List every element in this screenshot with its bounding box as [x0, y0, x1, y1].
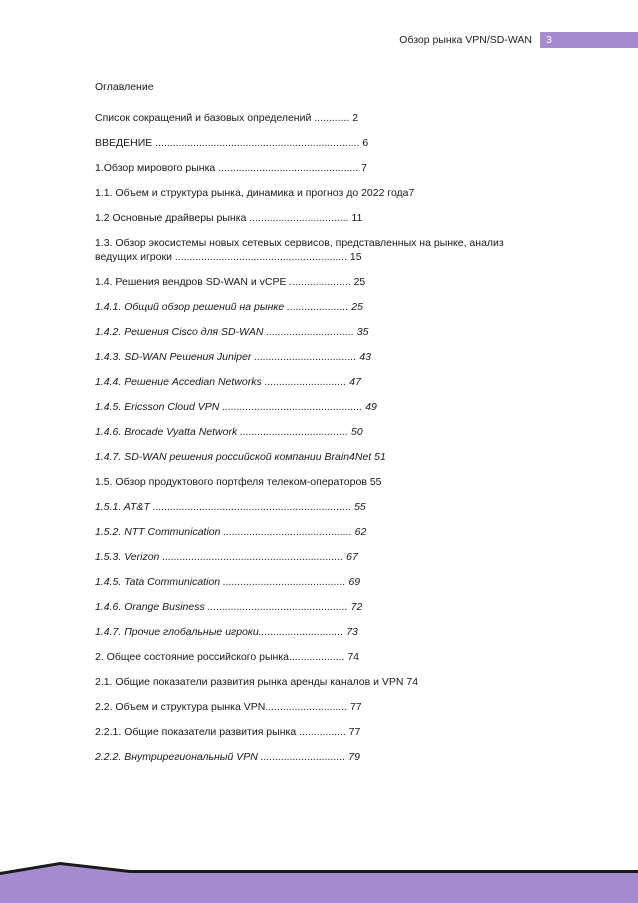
toc-entry-title: 1.4.5. Ericsson Cloud VPN — [95, 401, 220, 413]
toc-entry-title: 1.4.3. SD-WAN Решения Juniper — [95, 351, 252, 363]
toc-entry[interactable] — [95, 500, 535, 514]
toc-entry-title: 1.1. Объем и структура рынка, динамика и прогноз до 2022 года — [95, 187, 409, 199]
toc-entry-page: 7 — [408, 187, 415, 199]
toc-entry-leader: ................... — [288, 651, 348, 663]
toc-entry-title: 2.2.1. Общие показатели развития рынка — [95, 726, 297, 738]
document-title: Обзор рынка VPN/SD-WAN — [399, 34, 532, 46]
toc-entry-page: 62 — [354, 526, 367, 538]
toc-entry-leader: ................ — [296, 726, 349, 738]
toc-entry-leader: ............................ — [265, 701, 350, 713]
toc-entry-leader: .............................. — [263, 326, 357, 338]
toc-entry-page: 55 — [354, 501, 366, 513]
toc-entry-leader: ..................................... — [237, 426, 351, 438]
toc-entry-title: 1.4.7. Прочие глобальные игроки — [95, 626, 259, 638]
toc-entry-page: 2 — [352, 112, 359, 124]
toc-entry[interactable] — [95, 211, 535, 225]
toc-entry-page: 7 — [361, 162, 367, 174]
toc-entry-title: 1.4.6. Orange Business — [95, 601, 205, 613]
toc-entry[interactable] — [95, 275, 535, 289]
table-of-contents — [95, 80, 535, 775]
toc-entry-title: 1.4.5. Tata Communication — [95, 576, 221, 588]
toc-entry-title: 1.4. Решения вендров SD-WAN и vCPE — [95, 276, 287, 288]
toc-entry[interactable] — [95, 425, 535, 439]
toc-entry-title: Список сокращений и базовых определений — [95, 112, 312, 124]
toc-entry-title: 1.Обзор мирового рынка — [95, 162, 216, 174]
toc-entry-title: 1.4.7. SD-WAN решения российской компании Brain4Net — [95, 451, 372, 463]
toc-entry-title: 1.4.1. Общий обзор решений на рынке — [95, 301, 285, 313]
toc-entry[interactable] — [95, 700, 535, 714]
toc-entry-title: 2.1. Общие показатели развития рынка аренды каналов и VPN — [95, 676, 404, 688]
toc-entry-title: 1.5.3. Verizon — [95, 551, 160, 563]
toc-entry-page: 79 — [348, 751, 360, 763]
toc-entry[interactable] — [95, 111, 535, 125]
toc-entry-page: 55 — [369, 476, 382, 488]
toc-entry-leader: ............................ — [261, 376, 350, 388]
toc-entry-title: 1.4.4. Решение Accedian Networks — [95, 376, 262, 388]
toc-entry-page: 51 — [374, 451, 386, 463]
toc-entry[interactable] — [95, 750, 535, 764]
toc-entry-title: 2.2.2. Внутрирегиональный VPN — [95, 751, 258, 763]
toc-entry[interactable] — [95, 575, 535, 589]
toc-entry-page: 47 — [349, 376, 361, 388]
toc-entry-page: 49 — [365, 401, 377, 413]
page-header — [0, 32, 638, 48]
toc-entry[interactable] — [95, 136, 535, 150]
footer-decoration — [0, 850, 638, 903]
page-number-badge: 3 — [540, 32, 638, 48]
toc-entry-page: 72 — [350, 601, 363, 613]
toc-entry-page: 6 — [362, 137, 369, 149]
toc-entry[interactable] — [95, 450, 535, 464]
toc-entry[interactable] — [95, 161, 535, 175]
toc-entry-leader: ............ — [311, 112, 353, 124]
toc-entry-leader: ..................... — [284, 301, 352, 313]
toc-entry[interactable] — [95, 325, 535, 339]
toc-entry[interactable] — [95, 300, 535, 314]
toc-entry-page: 25 — [353, 276, 366, 288]
toc-entry[interactable] — [95, 236, 535, 264]
toc-entry[interactable] — [95, 625, 535, 639]
toc-entry-leader: ................................................ — [219, 401, 366, 413]
toc-entry[interactable] — [95, 600, 535, 614]
toc-entry-leader: ................................................ — [215, 162, 362, 174]
toc-entry-page: 77 — [348, 726, 361, 738]
toc-entry-leader: ........................................................... — [171, 251, 350, 263]
toc-entry-leader: .................................. — [246, 212, 352, 224]
toc-entry-leader: .............................................................. — [159, 551, 347, 563]
toc-entry-page: 43 — [359, 351, 371, 363]
toc-entry-page: 15 — [349, 251, 362, 263]
toc-entry-page: 74 — [406, 676, 419, 688]
toc-entry-title: 1.5. Обзор продуктового портфеля телеком-операторов — [95, 476, 367, 488]
toc-entry-title: 1.4.6. Brocade Vyatta Network — [95, 426, 238, 438]
toc-entry-page: 11 — [351, 212, 363, 224]
toc-entry[interactable] — [95, 525, 535, 539]
toc-entry-page: 35 — [356, 326, 369, 338]
toc-entry-leader: ............................. — [257, 751, 349, 763]
toc-entry[interactable] — [95, 475, 535, 489]
toc-entry[interactable] — [95, 650, 535, 664]
toc-entry-title: 2. Общее состояние российского рынка — [95, 651, 289, 663]
toc-entry-title: ВВЕДЕНИЕ — [95, 137, 153, 149]
toc-entry-title: 1.5.1. AT&T — [95, 501, 150, 513]
toc-entry-title: 1.4.2. Решения Cisco для SD-WAN — [95, 326, 264, 338]
toc-entry-leader: ...................................................................... — [152, 137, 363, 149]
toc-entry-leader: ............................. — [258, 626, 347, 638]
toc-entry[interactable] — [95, 725, 535, 739]
toc-entry[interactable] — [95, 675, 535, 689]
toc-entry-page: 50 — [351, 426, 363, 438]
toc-entry[interactable] — [95, 400, 535, 414]
toc-entry[interactable] — [95, 350, 535, 364]
toc-entry-title: 2.2. Объем и структура рынка VPN — [95, 701, 266, 713]
toc-entry-leader: ............................................ — [220, 526, 355, 538]
toc-entry-page: 69 — [348, 576, 361, 588]
toc-entry-leader: .................................................................... — [149, 501, 355, 513]
toc-entry-page: 74 — [347, 651, 360, 663]
toc-heading: Оглавление — [95, 81, 154, 93]
toc-entry-title: 1.5.2. NTT Communication — [95, 526, 221, 538]
toc-entry-leader: .......................................... — [220, 576, 349, 588]
toc-entry-title: 1.2 Основные драйверы рынка — [95, 212, 247, 224]
toc-entry-page: 25 — [351, 301, 363, 313]
toc-entry-page: 73 — [346, 626, 358, 638]
toc-entry-leader: ..................... — [286, 276, 354, 288]
footer-purple-band — [0, 864, 638, 903]
toc-entry-page: 77 — [349, 701, 362, 713]
toc-entry-leader: ................................................ — [204, 601, 351, 613]
toc-entry-page: 67 — [346, 551, 358, 563]
toc-entry-leader: ................................... — [251, 351, 360, 363]
toc-entry-title: 1.3. Обзор экосистемы новых сетевых сервисов, представленных на рынке, анализ ведущих игроки — [95, 237, 504, 263]
toc-entry[interactable] — [95, 375, 535, 389]
toc-entry[interactable] — [95, 186, 535, 200]
toc-entry[interactable] — [95, 550, 535, 564]
